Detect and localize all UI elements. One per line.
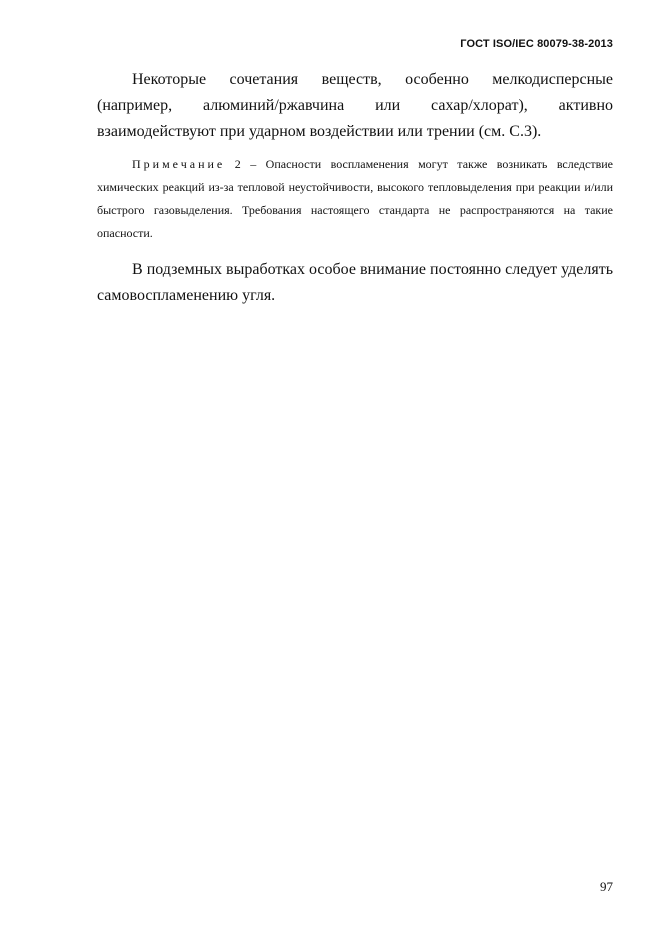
- note-label: Примечание: [132, 157, 226, 171]
- paragraph-underground-workings: В подземных выработках особое внимание постоянно следует уделять самовоспламенению угля.: [97, 261, 613, 304]
- note-2: [97, 153, 613, 245]
- paragraph-substance-combinations: Некоторые сочетания веществ, особенно мелкодисперсные (например, алюминий/ржавчина или сахар/хлорат), активно взаимодействуют при ударном воздействии или трении (см. С.3).: [97, 71, 613, 140]
- standard-code-header: ГОСТ ISO/IEC 80079-38-2013: [460, 38, 613, 50]
- paragraph-block-2: [97, 257, 613, 309]
- note-text: 2 – Опасности воспламенения могут также возникать вследствие химических реакций из-за тепловой неустойчивости, высокого тепловыделения при реакции и/или быстрого газовыделения. Требования настоящего стандарта не распространяются на такие опасности.: [97, 157, 613, 240]
- page-number: 97: [600, 879, 613, 894]
- paragraph-block-1: [97, 67, 613, 145]
